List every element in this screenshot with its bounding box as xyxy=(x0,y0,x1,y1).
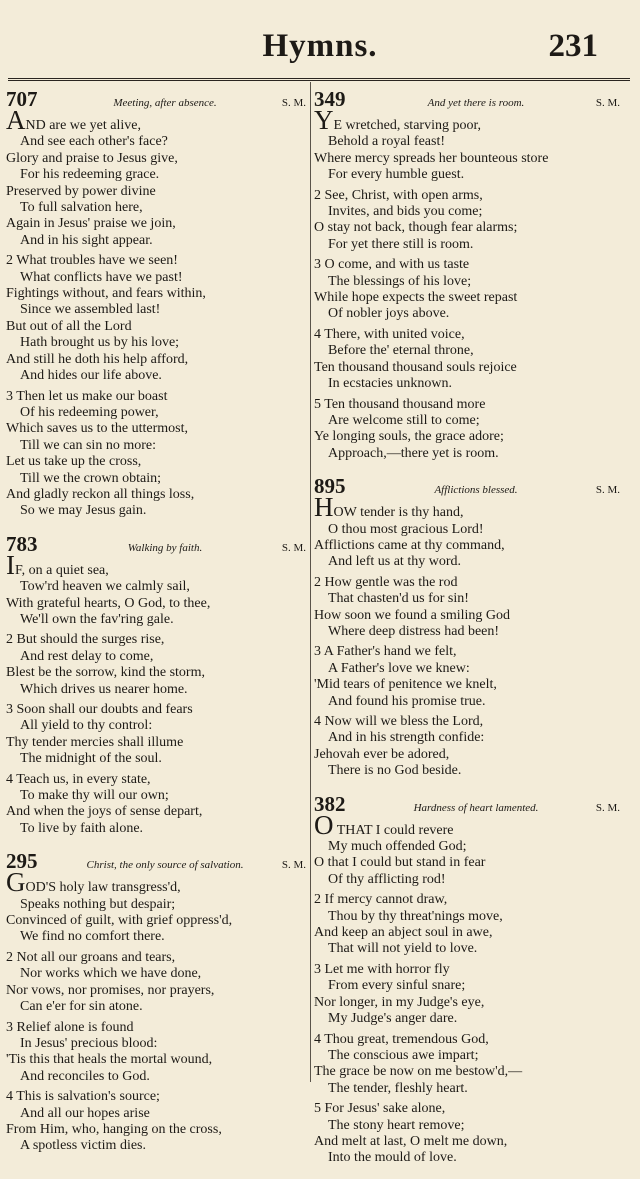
stanza xyxy=(6,1020,306,1086)
stanza xyxy=(6,772,306,838)
stanza xyxy=(314,1101,620,1167)
hymn-title: Christ, the only source of salvation. xyxy=(86,859,244,872)
verse-line: Nor works which we have done, xyxy=(20,966,202,982)
verse-line: The conscious awe impart; xyxy=(328,1047,479,1063)
verse-line: 5 For Jesus' sake alone, xyxy=(314,1101,446,1117)
verse-line: O THAT I could revere xyxy=(314,809,454,840)
verse-line: Of thy afflicting rod! xyxy=(328,871,446,887)
verse-line: YE wretched, starving poor, xyxy=(314,105,482,135)
hymn-meter: S. M. xyxy=(595,801,620,814)
verse-line: In Jesus' precious blood: xyxy=(20,1035,158,1051)
verse-line: Fightings without, and fears within, xyxy=(6,286,206,302)
stanza xyxy=(314,105,620,184)
verse-line: For yet there still is room. xyxy=(328,236,474,252)
verse-line: Again in Jesus' praise we join, xyxy=(6,216,176,232)
stanza xyxy=(314,644,620,710)
header-rule xyxy=(8,78,630,81)
page-number: 231 xyxy=(548,28,598,64)
hymn-heading xyxy=(6,532,306,554)
verse-line: And keep an abject soul in awe, xyxy=(314,925,493,941)
hymn xyxy=(314,792,620,1167)
verse-line: Speaks nothing but despair; xyxy=(20,896,176,912)
verse-line: AND are we yet alive, xyxy=(6,105,141,135)
hymn-title: And yet there is room. xyxy=(427,97,525,109)
column-divider xyxy=(310,82,311,1082)
hymn-title: Hardness of heart lamented. xyxy=(413,801,539,814)
verse-line: The blessings of his love; xyxy=(328,273,472,289)
verse-line: And see each other's face? xyxy=(20,134,168,150)
verse-line: And found his promise true. xyxy=(328,693,486,709)
verse-line: Tow'rd heaven we calmly sail, xyxy=(20,579,190,595)
verse-line: And in his sight appear. xyxy=(20,232,153,248)
stanza xyxy=(314,714,620,780)
hymn-heading xyxy=(314,87,620,109)
verse-line: IF, on a quiet sea, xyxy=(6,549,109,580)
stanza xyxy=(6,1089,306,1155)
verse-line: And melt at last, O melt me down, xyxy=(314,1133,508,1149)
verse-line: Preserved by power divine xyxy=(6,183,156,199)
verse-line: There is no God beside. xyxy=(328,763,462,779)
verse-line: And still he doth his help afford, xyxy=(6,351,189,367)
hymn-number: 895 xyxy=(314,474,346,499)
verse-line: Approach,—there yet is room. xyxy=(328,445,499,461)
verse-line: 4 Thou great, tremendous God, xyxy=(314,1031,489,1047)
verse-line: And gladly reckon all things loss, xyxy=(6,486,195,502)
verse-line: And rest delay to come, xyxy=(20,648,154,664)
verse-line: But out of all the Lord xyxy=(6,318,132,334)
hymn-heading xyxy=(314,474,620,499)
hymn xyxy=(314,87,620,462)
verse-line: From every sinful snare; xyxy=(328,978,466,994)
page-header xyxy=(0,0,640,80)
hymn-number: 349 xyxy=(314,87,346,111)
stanza xyxy=(6,253,306,384)
verse-line: Thou by thy threat'nings move, xyxy=(328,908,503,924)
verse-line: Can e'er for sin atone. xyxy=(20,999,143,1015)
verse-line: Thy tender mercies shall illume xyxy=(6,734,184,750)
verse-line: 'Mid tears of penitence we knelt, xyxy=(314,677,497,693)
hymn-heading xyxy=(6,849,306,874)
verse-line: 4 This is salvation's source; xyxy=(6,1089,160,1105)
stanza xyxy=(6,389,306,520)
verse-line: My Judge's anger dare. xyxy=(328,1011,458,1027)
verse-line: In ecstacies unknown. xyxy=(328,376,453,392)
verse-line: 3 Then let us make our boast xyxy=(6,388,168,404)
stanza xyxy=(314,492,620,571)
verse-line: With grateful hearts, O God, to thee, xyxy=(6,595,211,611)
running-title: Hymns. xyxy=(262,28,378,64)
verse-line: O stay not back, though fear alarms; xyxy=(314,220,518,236)
verse-line: Ten thousand thousand souls rejoice xyxy=(314,359,517,375)
hymn-heading xyxy=(314,792,620,814)
verse-line: The stony heart remove; xyxy=(328,1117,465,1133)
stanza xyxy=(6,105,306,249)
verse-line: Let us take up the cross, xyxy=(6,454,142,470)
verse-line: 4 There, with united voice, xyxy=(314,326,465,342)
verse-line: Behold a royal feast! xyxy=(328,134,446,150)
verse-line: Afflictions came at thy command, xyxy=(314,537,505,553)
verse-line: That chasten'd us for sin! xyxy=(328,591,469,607)
verse-line: Till we the crown obtain; xyxy=(20,470,162,486)
verse-line: All yield to thy control: xyxy=(20,718,153,734)
verse-line: O thou most gracious Lord! xyxy=(328,521,484,537)
verse-line: GOD'S holy law transgress'd, xyxy=(6,867,181,898)
verse-line: 2 But should the surges rise, xyxy=(6,632,165,648)
verse-line: A Father's love we knew: xyxy=(328,660,470,676)
hymn-number: 295 xyxy=(6,849,38,874)
verse-line: 2 If mercy cannot draw, xyxy=(314,892,448,908)
verse-line: 5 Ten thousand thousand more xyxy=(314,396,486,412)
verse-line: HOW tender is thy hand, xyxy=(314,492,464,523)
verse-line: My much offended God; xyxy=(328,839,467,855)
verse-line: So we may Jesus gain. xyxy=(20,503,147,519)
hymn-meter: S. M. xyxy=(281,541,306,554)
verse-line: We find no comfort there. xyxy=(20,929,165,945)
verse-line: For his redeeming grace. xyxy=(20,167,160,183)
stanza xyxy=(6,702,306,768)
verse-line: And all our hopes arise xyxy=(20,1105,150,1121)
verse-line: Where deep distress had been! xyxy=(328,623,500,639)
verse-line: Nor vows, nor promises, nor prayers, xyxy=(6,982,215,998)
stanza xyxy=(6,950,306,1016)
verse-line: And hides our life above. xyxy=(20,368,162,384)
hymn-meter: S. M. xyxy=(281,97,306,109)
verse-line: The grace be now on me bestow'd,— xyxy=(314,1064,523,1080)
hymn-meter: S. M. xyxy=(595,484,620,497)
verse-line: 2 How gentle was the rod xyxy=(314,574,458,590)
verse-line: Of nobler joys above. xyxy=(328,306,450,322)
stanza xyxy=(314,892,620,958)
hymn-heading xyxy=(6,87,306,109)
verse-line: Till we can sin no more: xyxy=(20,437,156,453)
hymn-meter: S. M. xyxy=(281,859,306,872)
verse-line: Which drives us nearer home. xyxy=(20,681,188,697)
verse-line: Are welcome still to come; xyxy=(328,412,480,428)
stanza xyxy=(6,867,306,946)
verse-line: A spotless victim dies. xyxy=(20,1138,146,1154)
stanza xyxy=(6,632,306,698)
verse-line: To full salvation here, xyxy=(20,200,143,216)
verse-line: Which saves us to the uttermost, xyxy=(6,421,188,437)
verse-line: 4 Now will we bless the Lord, xyxy=(314,714,484,729)
verse-line: O that I could but stand in fear xyxy=(314,855,486,871)
stanza xyxy=(6,549,306,629)
stanza xyxy=(314,257,620,323)
verse-line: Before the' eternal throne, xyxy=(328,343,474,359)
verse-line: To live by faith alone. xyxy=(20,820,144,836)
verse-line: And left us at thy word. xyxy=(328,554,461,570)
verse-line: 3 Soon shall our doubts and fears xyxy=(6,702,193,717)
stanza xyxy=(314,188,620,254)
left-column xyxy=(6,87,306,1167)
verse-line: 3 Relief alone is found xyxy=(6,1019,134,1035)
verse-line: 2 Not all our groans and tears, xyxy=(6,949,176,965)
verse-line: 3 O come, and with us taste xyxy=(314,257,470,273)
verse-line: Invites, and bids you come; xyxy=(328,204,483,220)
verse-line: Where mercy spreads her bounteous store xyxy=(314,150,549,166)
verse-line: Blest be the sorrow, kind the storm, xyxy=(6,665,205,681)
verse-line: And in his strength confide: xyxy=(328,730,485,746)
stanza xyxy=(314,1032,620,1098)
hymn-number: 707 xyxy=(6,87,38,111)
verse-line: What conflicts have we past! xyxy=(20,269,183,285)
hymn xyxy=(6,87,306,520)
hymn-number: 382 xyxy=(314,791,346,816)
hymn-number: 783 xyxy=(6,531,38,556)
verse-line: We'll own the fav'ring gale. xyxy=(20,611,174,627)
hymn-meter: S. M. xyxy=(595,97,620,109)
hymn xyxy=(6,849,306,1155)
verse-line: Nor longer, in my Judge's eye, xyxy=(314,994,485,1010)
verse-line: And reconciles to God. xyxy=(20,1068,150,1084)
stanza xyxy=(314,397,620,463)
hymn-title: Afflictions blessed. xyxy=(434,484,518,497)
verse-line: 2 What troubles have we seen! xyxy=(6,253,178,269)
verse-line: Hath brought us by his love; xyxy=(20,335,180,351)
verse-line: 'Tis this that heals the mortal wound, xyxy=(6,1052,213,1068)
verse-line: Convinced of guilt, with grief oppress'd, xyxy=(6,913,233,929)
stanza xyxy=(314,327,620,393)
verse-line: Of his redeeming power, xyxy=(20,404,159,420)
verse-line: From Him, who, hanging on the cross, xyxy=(6,1121,222,1137)
verse-line: That will not yield to love. xyxy=(328,941,478,957)
verse-line: 3 Let me with horror fly xyxy=(314,961,450,977)
verse-line: For every humble guest. xyxy=(328,167,465,183)
verse-line: 2 See, Christ, with open arms, xyxy=(314,187,483,203)
hymn xyxy=(6,532,306,838)
verse-line: 4 Teach us, in every state, xyxy=(6,771,151,787)
verse-line: Since we assembled last! xyxy=(20,302,161,318)
verse-line: And when the joys of sense depart, xyxy=(6,804,203,820)
verse-line: Ye longing souls, the grace adore; xyxy=(314,429,504,445)
verse-line: To make thy will our own; xyxy=(20,788,169,804)
verse-line: Into the mould of love. xyxy=(328,1150,457,1166)
verse-line: Glory and praise to Jesus give, xyxy=(6,150,178,166)
verse-line: 3 A Father's hand we felt, xyxy=(314,644,457,660)
stanza xyxy=(314,809,620,889)
verse-line: How soon we found a smiling God xyxy=(314,607,510,623)
verse-line: The tender, fleshly heart. xyxy=(328,1080,468,1096)
verse-line: Jehovah ever be adored, xyxy=(314,746,450,762)
stanza xyxy=(314,962,620,1028)
verse-line: The midnight of the soul. xyxy=(20,751,162,767)
stanza xyxy=(314,575,620,641)
hymn-title: Walking by faith. xyxy=(127,541,203,554)
right-column xyxy=(314,87,620,1179)
hymn xyxy=(314,474,620,780)
verse-line: While hope expects the sweet repast xyxy=(314,290,518,306)
hymn-title: Meeting, after absence. xyxy=(113,97,217,109)
